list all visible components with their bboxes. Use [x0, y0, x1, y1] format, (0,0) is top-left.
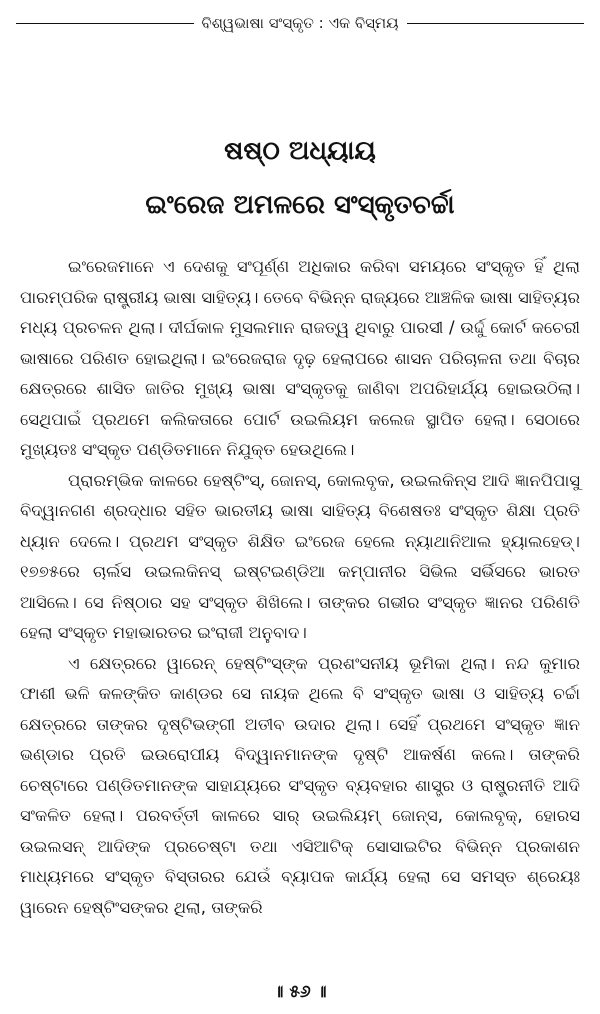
header-rule-left	[16, 23, 194, 24]
paragraph: ଏ କ୍ଷେତ୍ରରେ ୱାରେନ୍ ହେଷ୍ଟିଂସ୍ଙ୍କ ପ୍ରଶଂସନୀୟ ଭୂମିକା ଥିଲା। ନନ୍ଦ କୁମାର ଫାଶୀ ଭଳି କଳଙ୍କିତ କାଣ୍ଡର ସେ ନାୟକ ଥିଲେ ବି ସଂସ୍କୃତ ଭାଷା ଓ ସାହିତ୍ୟ ଚର୍ଚ୍ଚା କ୍ଷେତ୍ରରେ ତାଙ୍କର ଦୃଷ୍ଟିଭଙ୍ଗୀ ଅତୀବ ଉଦାର ଥିଲା। ସେହିଁ ପ୍ରଥମେ ସଂସ୍କୃତ ଜ୍ଞାନ ଭଣ୍ଡାର ପ୍ରତି ଇଉରୋପୀୟ ବିଦ୍ୱାନମାନଙ୍କ ଦୃଷ୍ଟି ଆକର୍ଷଣ କଲେ। ତାଙ୍କରି ଚେଷ୍ଟାରେ ପଣ୍ଡିତମାନଙ୍କ ସାହାଯ୍ୟରେ ସଂସ୍କୃତ ବ୍ୟବହାର ଶାସ୍ତ୍ର ଓ ରାଷ୍ଟ୍ରନୀତି ଆଦି ସଂକଳିତ ହେଲା। ପରବର୍ତ୍ତୀ କାଳରେ ସାର୍ ଉଇଲିୟମ୍ ଜୋନ୍ସ, କୋଲବୃକ୍, ହୋରସ ଉଇଲସନ୍ ଆଦିଙ୍କ ପ୍ରଚେଷ୍ଟା ତଥା ଏସିଆଟିକ୍ ସୋସାଇଟିର ବିଭିନ୍ନ ପ୍ରକାଶନ ମାଧ୍ୟମରେ ସଂସ୍କୃତ ବିସ୍ତାରର ଯେଉଁ ବ୍ୟାପକ କାର୍ଯ୍ୟ ହେଲା ସେ ସମସ୍ତ ଶ୍ରେୟଃ ୱାରେନ ହେଷ୍ଟିଂସଙ୍କର ଥିଲା, ତାଙ୍କରି	[20, 653, 580, 917]
paragraph: ପ୍ରାରମ୍ଭିକ କାଳରେ ହେଷ୍ଟିଂସ୍, ଜୋନସ୍, କୋଲବୃକ, ଉଇଲକିନ୍ସ ଆଦି ଜ୍ଞାନପିପାସୁ ବିଦ୍ୱାନଗଣ ଶ୍ରଦ୍ଧାର ସହିତ ଭାରତୀୟ ଭାଷା ସାହିତ୍ୟ ବିଶେଷତଃ ସଂସ୍କୃତ ଶିକ୍ଷା ପ୍ରତି ଧ୍ୟାନ ଦେଲେ। ପ୍ରଥମ ସଂସ୍କୃତ ଶିକ୍ଷିତ ଇଂରେଜ ହେଲେ ନ୍ୟାଥାନିଆଲ ହ୍ୟାଲହେଡ୍। ୧୭୭୫ରେ ଚାର୍ଲସ ଉଇଲକିନସ୍ ଇଷ୍ଟଇଣ୍ଡିଆ କମ୍ପାନୀର ସିଭିଲ ସର୍ଭିସରେ ଭାରତ ଆସିଲେ। ସେ ନିଷ୍ଠାର ସହ ସଂସ୍କୃତ ଶିଖିଲେ। ତାଙ୍କର ଗଭୀର ସଂସ୍କୃତ ଜ୍ଞାନର ପରିଣତି ହେଲା ସଂସ୍କୃତ ମହାଭାରତର ଇଂରାଜୀ ଅନୁବାଦ।	[20, 470, 580, 642]
paragraph: ଇଂରେଜମାନେ ଏ ଦେଶକୁ ସଂପୂର୍ଣ୍ଣ ଅଧିକାର କରିବା ସମୟରେ ସଂସ୍କୃତ ହିଁ ଥିଲା ପାରମ୍ପରିକ ରାଷ୍ଟ୍ରୀୟ ଭାଷା ସାହିତ୍ୟ। ତେବେ ବିଭିନ୍ନ ରାଜ୍ୟରେ ଆଞ୍ଚଳିକ ଭାଷା ସାହିତ୍ୟର ମଧ୍ୟ ପ୍ରଚଳନ ଥିଲା। ଦୀର୍ଘକାଳ ମୁସଲମାନ ରାଜତ୍ୱ ଥିବାରୁ ପାରସୀ / ଉର୍ଦ୍ଦୁ କୋର୍ଟ କଚେରୀ ଭାଷାରେ ପରିଣତ ହୋଇଥିଲା। ଇଂରେଜରାଜ ଦୃଢ଼ ହେଲାପରେ ଶାସନ ପରିଚାଳନା ତଥା ବିଚାର କ୍ଷେତ୍ରରେ ଶାସିତ ଜାତିର ମୁଖ୍ୟ ଭାଷା ସଂସ୍କୃତକୁ ଜାଣିବା ଅପରିହାର୍ଯ୍ୟ ହୋଇଉଠିଲା। ସେଥିପାଇଁ ପ୍ରଥମେ କଲିକତାରେ ପୋର୍ଟ ଉଇଲିୟମ କଲେଜ ସ୍ଥାପିତ ହେଲା। ସେଠାରେ ମୁଖ୍ୟତଃ ସଂସ୍କୃତ ପଣ୍ଡିତମାନେ ନିଯୁକ୍ତ ହେଉଥିଲେ।	[20, 257, 581, 459]
running-title: ବିଶ୍ୱଭାଷା ସଂସ୍କୃତ : ଏକ ବିସ୍ମୟ	[201, 14, 399, 32]
chapter-title: ଇଂରେଜ ଅମଳରେ ସଂସ୍କୃତଚର୍ଚ୍ଚା	[145, 190, 455, 220]
chapter-label: ଷଷ୍ଠ ଅଧ୍ୟାୟ	[224, 136, 376, 166]
running-header	[16, 14, 584, 32]
header-rule-right	[407, 23, 585, 24]
body-text	[20, 252, 580, 923]
page-number: ॥ ୫୬ ॥	[273, 982, 327, 1002]
